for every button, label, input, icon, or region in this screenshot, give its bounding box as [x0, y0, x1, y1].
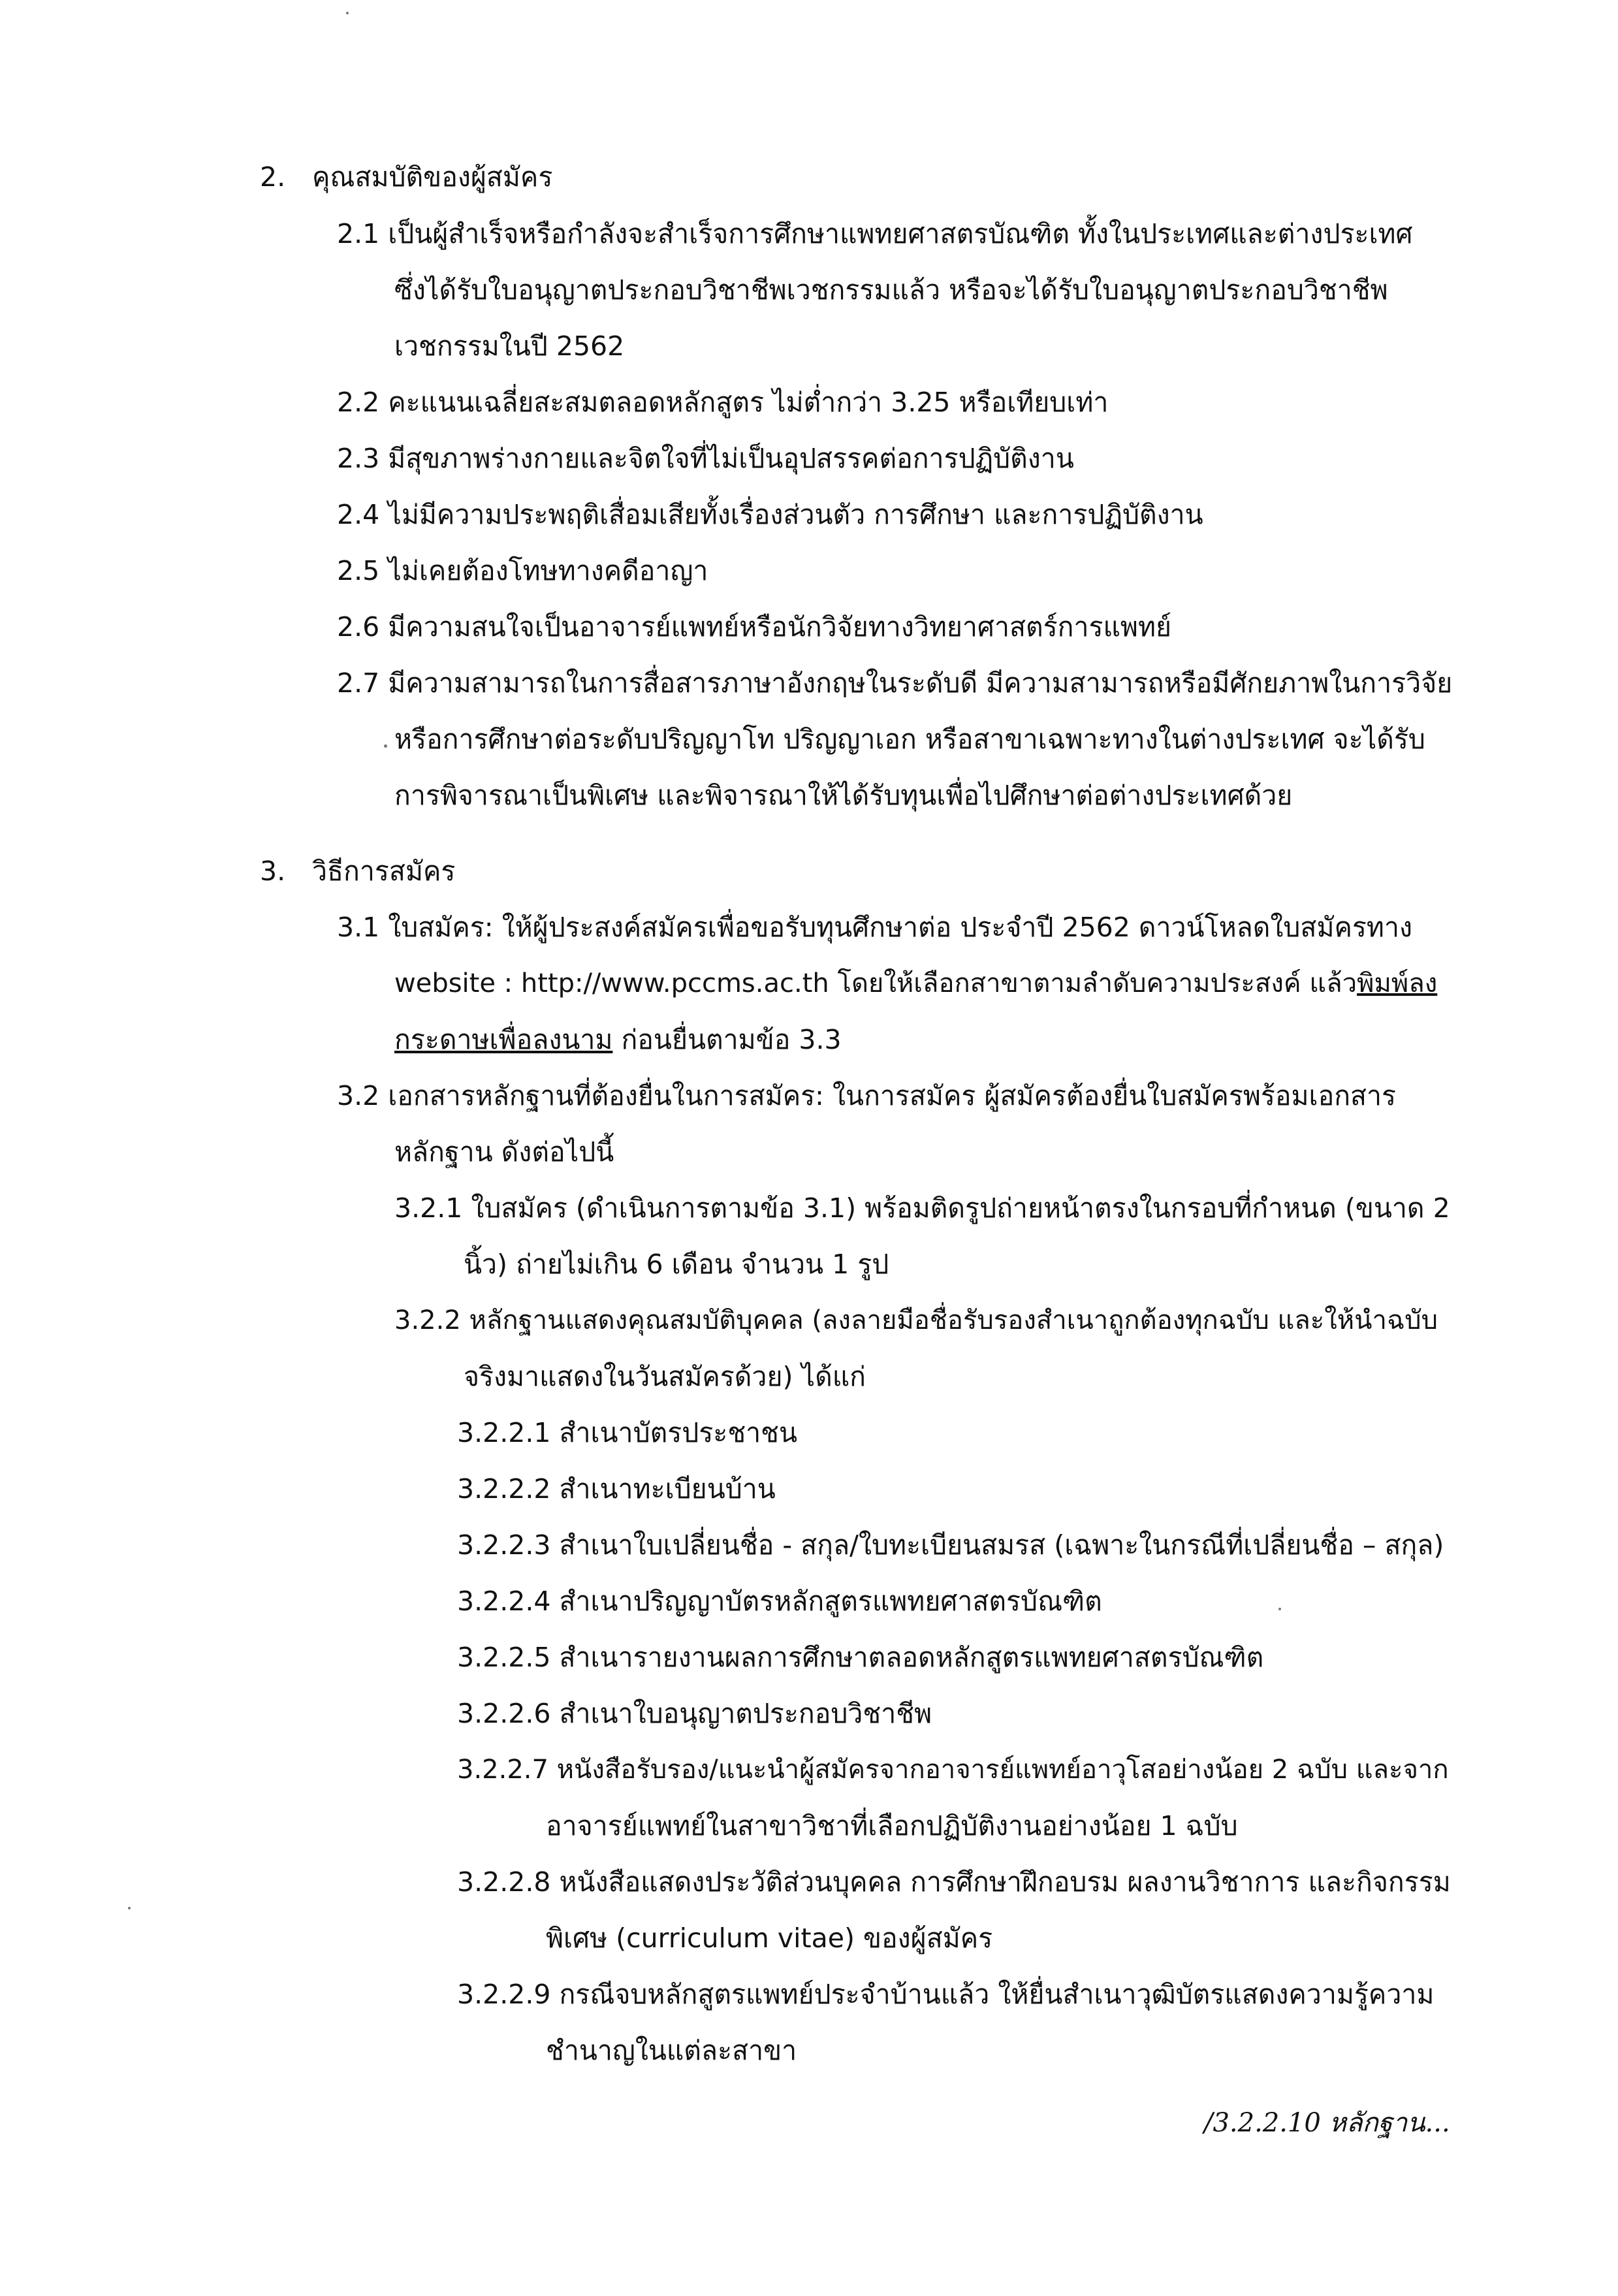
- item-3-2-line-1: 3.2 เอกสารหลักฐานที่ต้องยื่นในการสมัคร: ในการสมัคร ผู้สมัครต้องยื่นใบสมัครพร้อมเอกสาร: [337, 1080, 1397, 1111]
- item-2-1-line-2: ซึ่งได้รับใบอนุญาตประกอบวิชาชีพเวชกรรมแล้ว หรือจะได้รับใบอนุญาตประกอบวิชาชีพ: [394, 274, 1388, 306]
- item-3-2-1-line-2: นิ้ว) ถ่ายไม่เกิน 6 เดือน จำนวน 1 รูป: [464, 1249, 889, 1280]
- item-2-7-line-2: หรือการศึกษาต่อระดับปริญญาโท ปริญญาเอก หรือสาขาเฉพาะทางในต่างประเทศ จะได้รับ: [394, 724, 1425, 755]
- item-2-1-line-1: 2.1 เป็นผู้สำเร็จหรือกำลังจะสำเร็จการศึกษาแพทยศาสตรบัณฑิต ทั้งในประเทศและต่างประเทศ: [337, 218, 1413, 249]
- scan-speck: [128, 1907, 131, 1909]
- item-3-2-2-line-2: จริงมาแสดงในวันสมัครด้วย) ได้แก่: [464, 1361, 866, 1392]
- item-3-2-line-2: หลักฐาน ดังต่อไปนี้: [394, 1136, 614, 1168]
- item-3-2-2-7-line-1: 3.2.2.7 หนังสือรับรอง/แนะนำผู้สมัครจากอาจารย์แพทย์อาวุโสอย่างน้อย 2 ฉบับ และจาก: [457, 1755, 1449, 1785]
- item-3-2-2-7-line-2: อาจารย์แพทย์ในสาขาวิชาที่เลือกปฏิบัติงานอย่างน้อย 1 ฉบับ: [546, 1810, 1238, 1842]
- section-3-number: 3.: [260, 855, 286, 887]
- section-2-number: 2.: [260, 161, 286, 193]
- item-2-1-line-3: เวชกรรมในปี 2562: [394, 330, 625, 362]
- item-3-2-2-9-line-1: 3.2.2.9 กรณีจบหลักสูตรแพทย์ประจำบ้านแล้ว ให้ยื่นสำเนาวุฒิบัตรแสดงความรู้ความ: [457, 1979, 1435, 2010]
- section-3-title: วิธีการสมัคร: [312, 855, 456, 887]
- item-2-2: 2.2 คะแนนเฉลี่ยสะสมตลอดหลักสูตร ไม่ต่ำกว่า 3.25 หรือเทียบเท่า: [337, 387, 1109, 418]
- item-2-4: 2.4 ไม่มีความประพฤติเสื่อมเสียทั้งเรื่องส่วนตัว การศึกษา และการปฏิบัติงาน: [337, 499, 1203, 530]
- item-3-2-2-4: 3.2.2.4 สำเนาปริญญาบัตรหลักสูตรแพทยศาสตรบัณฑิต: [457, 1586, 1102, 1617]
- section-2-title: คุณสมบัติของผู้สมัคร: [312, 161, 553, 193]
- item-3-2-2-line-1: 3.2.2 หลักฐานแสดงคุณสมบัติบุคคล (ลงลายมือชื่อรับรองสำเนาถูกต้องทุกฉบับ และให้นำฉบับ: [394, 1305, 1438, 1335]
- item-3-2-1-line-1: 3.2.1 ใบสมัคร (ดำเนินการตามข้อ 3.1) พร้อมติดรูปถ่ายหน้าตรงในกรอบที่กำหนด (ขนาด 2: [394, 1192, 1450, 1224]
- scan-speck: [1278, 1608, 1281, 1610]
- item-2-6: 2.6 มีความสนใจเป็นอาจารย์แพทย์หรือนักวิจัยทางวิทยาศาสตร์การแพทย์: [337, 611, 1172, 643]
- item-3-1-line-2-text: website : http://www.pccms.ac.th โดยให้เลือกสาขาตามลำดับความประสงค์ แล้ว: [394, 968, 1357, 998]
- item-3-1-line-3: [394, 1020, 842, 1059]
- item-3-1-line-2: [394, 964, 1437, 1003]
- item-3-2-2-1: 3.2.2.1 สำเนาบัตรประชาชน: [457, 1417, 798, 1448]
- item-3-2-2-5: 3.2.2.5 สำเนารายงานผลการศึกษาตลอดหลักสูตรแพทยศาสตรบัณฑิต: [457, 1642, 1264, 1673]
- item-3-2-2-2: 3.2.2.2 สำเนาทะเบียนบ้าน: [457, 1473, 776, 1505]
- item-3-2-2-9-line-2: ชำนาญในแต่ละสาขา: [546, 2035, 797, 2066]
- item-2-7-line-1: 2.7 มีความสามารถในการสื่อสารภาษาอังกฤษในระดับดี มีความสามารถหรือมีศักยภาพในการวิจัย: [337, 667, 1453, 699]
- item-3-1-underlined-print: พิมพ์ลง: [1357, 968, 1438, 998]
- item-2-3: 2.3 มีสุขภาพร่างกายและจิตใจที่ไม่เป็นอุปสรรคต่อการปฏิบัติงาน: [337, 443, 1074, 474]
- item-3-1-underlined-sign: กระดาษเพื่อลงนาม: [394, 1024, 613, 1055]
- scan-speck: [346, 12, 349, 14]
- item-3-2-2-8-line-1: 3.2.2.8 หนังสือแสดงประวัติส่วนบุคคล การศึกษาฝึกอบรม ผลงานวิชาการ และกิจกรรม: [457, 1866, 1451, 1898]
- item-3-1-line-3-text: ก่อนยื่นตามข้อ 3.3: [612, 1024, 842, 1055]
- scan-speck: [384, 744, 387, 748]
- item-2-7-line-3: การพิจารณาเป็นพิเศษ และพิจารณาให้ได้รับทุนเพื่อไปศึกษาต่อต่างประเทศด้วย: [394, 780, 1293, 811]
- item-3-1-line-1: 3.1 ใบสมัคร: ให้ผู้ประสงค์สมัครเพื่อขอรับทุนศึกษาต่อ ประจำปี 2562 ดาวน์โหลดใบสมัครทาง: [337, 912, 1412, 943]
- item-3-2-2-8-line-2: พิเศษ (curriculum vitae) ของผู้สมัคร: [546, 1922, 993, 1954]
- item-3-2-2-3: 3.2.2.3 สำเนาใบเปลี่ยนชื่อ - สกุล/ใบทะเบียนสมรส (เฉพาะในกรณีที่เปลี่ยนชื่อ – สกุล): [457, 1529, 1444, 1561]
- continuation-note: /3.2.2.10 หลักฐาน...: [1204, 2108, 1450, 2138]
- item-2-5: 2.5 ไม่เคยต้องโทษทางคดีอาญา: [337, 555, 708, 586]
- item-3-2-2-6: 3.2.2.6 สำเนาใบอนุญาตประกอบวิชาชีพ: [457, 1698, 932, 1729]
